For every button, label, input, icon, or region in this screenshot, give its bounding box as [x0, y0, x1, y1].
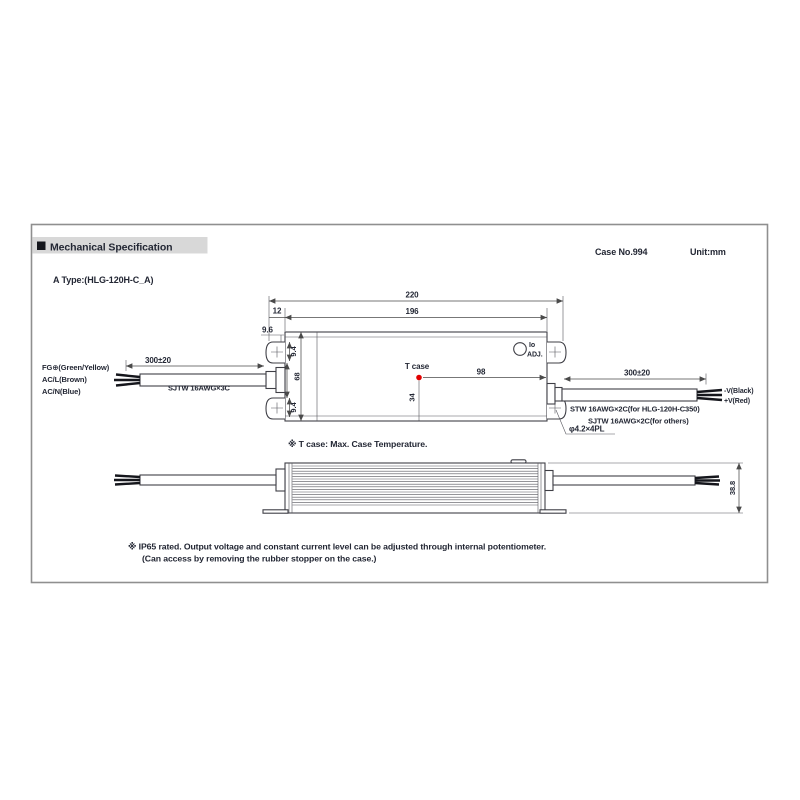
- case-body: [285, 332, 547, 421]
- io-adj-label-1: Io: [529, 342, 536, 349]
- side-view: [114, 460, 743, 513]
- output-wire-strands: [697, 390, 722, 400]
- footnotes: [128, 542, 546, 564]
- height-dimension: [548, 463, 743, 513]
- dim-tab-bottom: 9.4: [289, 402, 298, 413]
- input-cable-spec: SJTW 16AWG×3C: [168, 383, 230, 393]
- output-cable-spec-1: STW 16AWG×2C(for HLG-120H-C350): [570, 404, 700, 414]
- tcase-label: T case: [404, 362, 430, 371]
- dim-hole-pitch: 196: [405, 307, 419, 316]
- wire-label-vneg: -V(Black): [724, 388, 754, 395]
- wire-label-acn: AC/N(Blue): [42, 387, 81, 396]
- tcase-point: [416, 375, 422, 381]
- wire-label-fg: FG⊕(Green/Yellow): [42, 363, 110, 372]
- section-bullet-icon: [37, 242, 46, 251]
- dim-tab-top: 9.4: [289, 346, 298, 357]
- variant-label: A Type:(HLG-120H-C_A): [53, 275, 154, 285]
- mounting-foot: [540, 510, 566, 513]
- dim-flange: 9.6: [262, 325, 273, 335]
- dim-overall-length: 220: [405, 290, 419, 300]
- page-title: Mechanical Specification: [50, 241, 173, 254]
- dim-height: 38.8: [728, 480, 737, 496]
- cable-gland: [545, 471, 553, 491]
- output-cable-spec-2: SJTW 16AWG×2C(for others): [588, 416, 689, 426]
- input-cable-jacket-side: [140, 475, 276, 485]
- side-case-body: [285, 463, 545, 513]
- unit-label: Unit:mm: [690, 247, 726, 257]
- front-view: [42, 291, 753, 435]
- input-cable: [42, 356, 285, 396]
- tcase-note: ※ T case: Max. Case Temperature.: [288, 439, 428, 449]
- cable-gland: [276, 469, 285, 491]
- output-cable: [547, 369, 753, 426]
- mounting-foot: [263, 510, 288, 513]
- cable-gland: [276, 368, 285, 393]
- wire-label-acl: AC/L(Brown): [42, 375, 87, 384]
- hole-callout-label: φ4.2×4PL: [569, 424, 605, 434]
- output-wire-strands-side: [695, 477, 720, 485]
- dim-tcase-to-right: 98: [476, 367, 486, 377]
- dim-body-width: 68: [292, 372, 302, 381]
- ip65-note-line1: ※ IP65 rated. Output voltage and constant current level can be adjusted through internal potentiometer.: [128, 541, 547, 552]
- input-wire-strands: [114, 375, 140, 386]
- case-number-label: Case No.994: [595, 247, 648, 257]
- cable-gland: [547, 384, 555, 405]
- output-cable-jacket: [562, 389, 697, 401]
- section-header: [33, 237, 726, 285]
- output-cable-length: 300±20: [623, 368, 651, 378]
- input-wire-strands-side: [114, 476, 140, 485]
- dim-end-to-hole: 12: [272, 306, 282, 316]
- dim-tcase-to-bottom: 34: [407, 393, 417, 402]
- output-cable-jacket-side: [553, 476, 695, 485]
- wire-label-vpos: +V(Red): [724, 398, 750, 405]
- input-cable-length: 300±20: [144, 356, 172, 365]
- io-adj-label-2: ADJ.: [527, 351, 543, 359]
- ip65-note-line2: (Can access by removing the rubber stopper on the case.): [142, 553, 377, 564]
